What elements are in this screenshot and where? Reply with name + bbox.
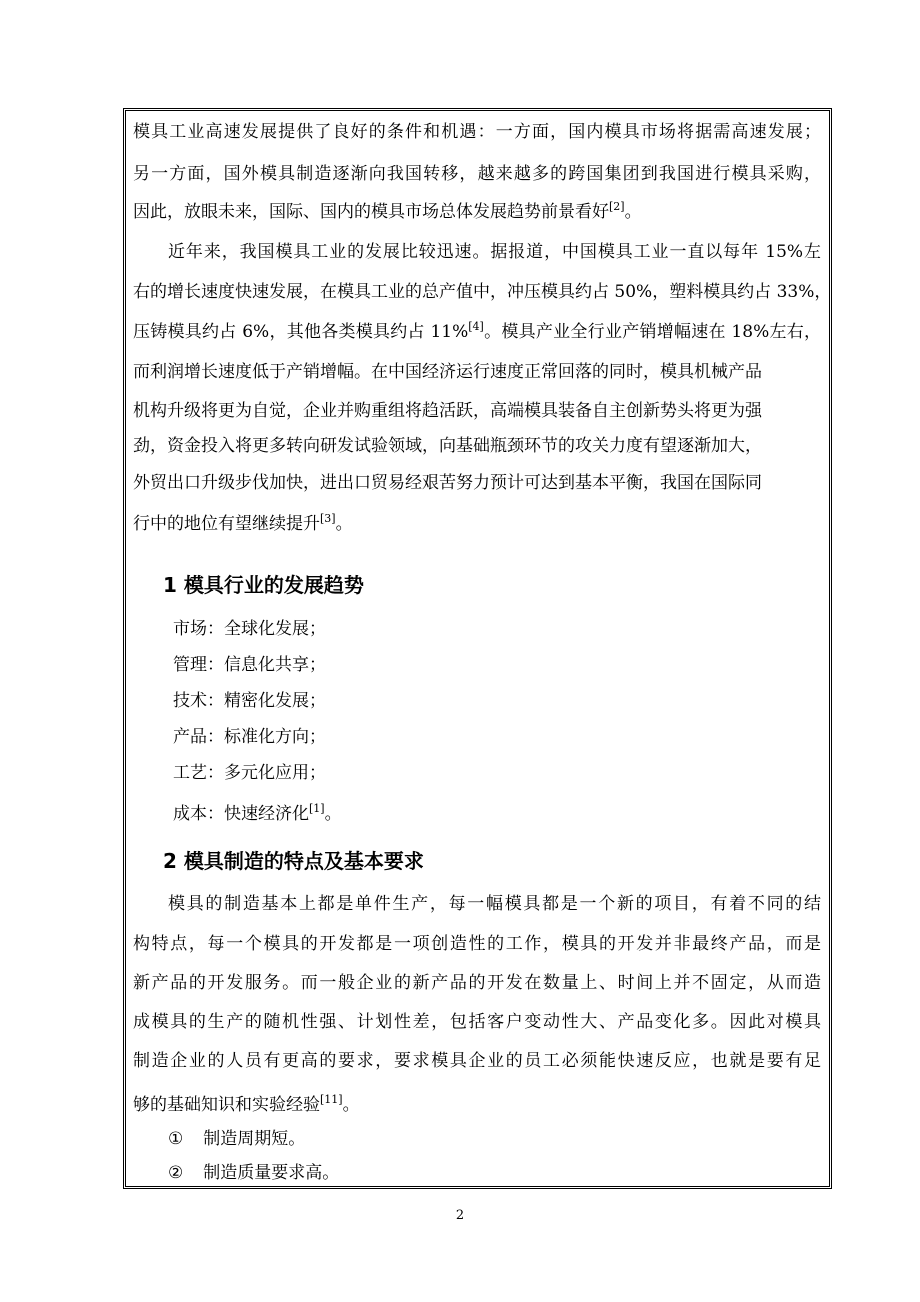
- page-number: 2: [455, 1208, 465, 1223]
- citation: [1]: [309, 802, 325, 815]
- list-item: 产品：标准化方向；: [173, 727, 326, 747]
- body-text: 行中的地位有望继续提升: [133, 514, 320, 534]
- body-text-line: 右的增长速度快速发展，在模具工业的总产值中，冲压模具约占 50%，塑料模具约占 33%，: [133, 282, 832, 302]
- body-text-line: 另一方面，国外模具制造逐渐向我国转移，越来越多的跨国集团到我国进行模具采购，: [133, 164, 821, 184]
- body-text-line: 新产品的开发服务。而一般企业的新产品的开发在数量上、时间上并不固定，从而造: [133, 973, 821, 993]
- punctuation: 。: [624, 202, 642, 222]
- punctuation: 。: [324, 804, 342, 824]
- list-item: [173, 804, 342, 824]
- citation: [11]: [320, 1093, 343, 1106]
- body-text: 。模具产业全行业产销增幅速在 18%左右，: [483, 322, 821, 342]
- item-text: 制造质量要求高。: [203, 1163, 340, 1183]
- body-text-line: [133, 322, 821, 342]
- body-text: 压铸模具约占 6%，其他各类模具约占 11%: [133, 322, 469, 342]
- body-text-line: 制造企业的人员有更高的要求，要求模具企业的员工必须能快速反应，也就是要有足: [133, 1051, 821, 1071]
- citation: [4]: [468, 320, 484, 333]
- section-heading: 2 模具制造的特点及基本要求: [163, 849, 424, 873]
- body-text-line: 近年来，我国模具工业的发展比较迅速。据报道，中国模具工业一直以每年 15%左: [168, 242, 821, 262]
- numbered-item: [168, 1163, 339, 1183]
- body-text-line: [133, 514, 353, 534]
- punctuation: 。: [335, 514, 353, 534]
- citation: [3]: [320, 512, 336, 525]
- body-text-line: 模具工业高速发展提供了良好的条件和机遇：一方面，国内模具市场将据需高速发展；: [133, 122, 821, 142]
- body-text: 够的基础知识和实验经验: [133, 1095, 320, 1115]
- item-marker: ②: [168, 1163, 184, 1183]
- body-text-line: 而利润增长速度低于产销增幅。在中国经济运行速度正常回落的同时，模具机械产品: [133, 362, 762, 382]
- list-item: 市场：全球化发展；: [173, 619, 326, 639]
- body-text: 因此，放眼未来，国际、国内的模具市场总体发展趋势前景看好: [133, 202, 609, 222]
- item-text: 制造周期短。: [203, 1129, 306, 1149]
- list-item: 技术：精密化发展；: [173, 691, 326, 711]
- body-text-line: 外贸出口升级步伐加快，进出口贸易经艰苦努力预计可达到基本平衡，我国在国际同: [133, 473, 762, 493]
- body-text: 成本：快速经济化: [173, 804, 309, 824]
- numbered-item: [168, 1129, 305, 1149]
- punctuation: 。: [342, 1095, 360, 1115]
- body-text-line: 构特点，每一个模具的开发都是一项创造性的工作，模具的开发并非最终产品，而是: [133, 934, 821, 954]
- citation: [2]: [609, 200, 625, 213]
- body-text-line: 劲，资金投入将更多转向研发试验领域，向基础瓶颈环节的攻关力度有望逐渐加大，: [133, 436, 762, 456]
- body-text-line: [133, 202, 642, 222]
- list-item: 工艺：多元化应用；: [173, 763, 326, 783]
- body-text-line: 模具的制造基本上都是单件生产，每一幅模具都是一个新的项目，有着不同的结: [168, 894, 821, 914]
- body-text-line: 机构升级将更为自觉，企业并购重组将趋活跃，高端模具装备自主创新势头将更为强: [133, 401, 762, 421]
- section-heading: 1 模具行业的发展趋势: [163, 573, 364, 597]
- body-text-line: 成模具的生产的随机性强、计划性差，包括客户变动性大、产品变化多。因此对模具: [133, 1012, 821, 1032]
- item-marker: ①: [168, 1129, 184, 1149]
- body-text-line: [133, 1095, 360, 1115]
- list-item: 管理：信息化共享；: [173, 655, 326, 675]
